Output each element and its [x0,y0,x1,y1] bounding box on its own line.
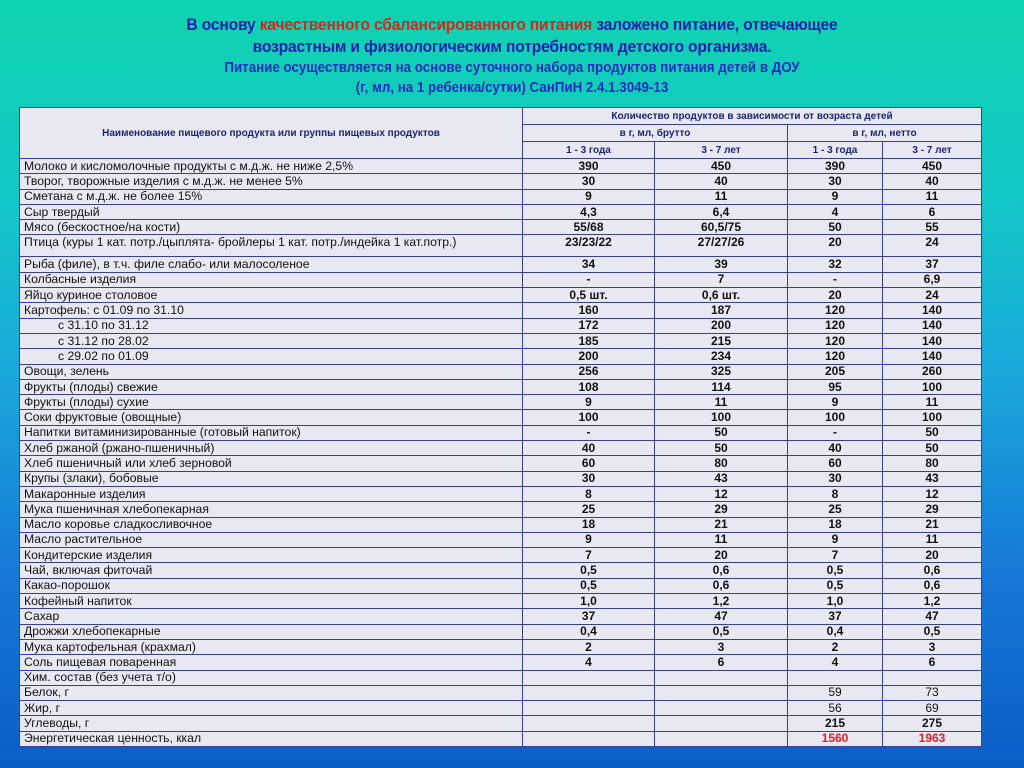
value-cell-netto-3-7 [883,670,982,685]
value-cell-netto-1-3: 60 [788,456,883,471]
product-name-cell: Рыба (филе), в т.ч. филе слабо- или малосоленое [20,257,523,272]
value-cell-netto-3-7: 11 [883,395,982,410]
value-cell-brutto-3-7: 80 [655,456,788,471]
value-cell-netto-3-7: 37 [883,257,982,272]
value-cell-brutto-1-3: 1,0 [523,594,655,609]
table-row [20,594,982,609]
table-row [20,220,982,235]
table-row [20,563,982,578]
table-row [20,235,982,257]
value-cell-brutto-3-7: 100 [655,410,788,425]
value-cell-brutto-1-3: 34 [523,257,655,272]
value-cell-brutto-1-3: 0,4 [523,624,655,639]
product-name-cell: Хлеб ржаной (ржано-пшеничный) [20,441,523,456]
value-cell-netto-3-7: 140 [883,318,982,333]
value-cell-brutto-1-3: 160 [523,303,655,318]
value-cell-brutto-3-7: 11 [655,532,788,547]
value-cell-netto-1-3: 100 [788,410,883,425]
table-row [20,701,982,716]
value-cell-netto-1-3: 2 [788,639,883,654]
value-cell-netto-1-3: 4 [788,204,883,219]
value-cell-netto-1-3: 120 [788,303,883,318]
value-cell-brutto-3-7: 325 [655,364,788,379]
table-row [20,272,982,287]
value-cell-brutto-1-3: 200 [523,349,655,364]
value-cell-netto-3-7: 50 [883,425,982,440]
product-name-cell: Крупы (злаки), бобовые [20,471,523,486]
subtitle-line-2: (г, мл, на 1 ребенка/сутки) СанПиН 2.4.1.3049-13 [355,80,669,96]
value-cell-brutto-3-7: 1,2 [655,594,788,609]
value-cell-brutto-3-7: 6,4 [655,204,788,219]
value-cell-brutto-3-7: 50 [655,425,788,440]
product-name-cell: Соль пищевая поваренная [20,655,523,670]
value-cell-brutto-1-3: - [523,272,655,287]
value-cell-netto-1-3: 30 [788,471,883,486]
value-cell-brutto-3-7: 40 [655,174,788,189]
value-cell-netto-3-7: 140 [883,303,982,318]
value-cell-brutto-3-7: 234 [655,349,788,364]
table-row [20,410,982,425]
value-cell-netto-3-7: 100 [883,410,982,425]
table-row [20,174,982,189]
product-name-cell: Сыр твердый [20,204,523,219]
value-cell-netto-3-7: 24 [883,288,982,303]
product-name-cell: Молоко и кисломолочные продукты с м.д.ж. не ниже 2,5% [20,159,523,174]
value-cell-brutto-1-3: 100 [523,410,655,425]
product-name-cell: Яйцо куриное столовое [20,288,523,303]
table-row [20,578,982,593]
value-cell-netto-1-3: 18 [788,517,883,532]
value-cell-netto-1-3: 205 [788,364,883,379]
product-name-cell: Кофейный напиток [20,594,523,609]
age-header-netto-3-7: 3 - 7 лет [883,142,982,159]
table-row [20,609,982,624]
value-cell-netto-1-3: 59 [788,685,883,700]
value-cell-brutto-1-3: 172 [523,318,655,333]
value-cell-netto-1-3: 390 [788,159,883,174]
value-cell-brutto-3-7: 39 [655,257,788,272]
value-cell-netto-1-3: 56 [788,701,883,716]
value-cell-netto-3-7: 20 [883,548,982,563]
value-cell-netto-3-7: 140 [883,349,982,364]
product-name-cell: с 31.10 по 31.12 [20,318,523,333]
value-cell-brutto-3-7: 200 [655,318,788,333]
value-cell-brutto-1-3: 9 [523,189,655,204]
value-cell-brutto-3-7 [655,701,788,716]
product-name-cell: Масло коровье сладкосливочное [20,517,523,532]
value-cell-brutto-3-7: 21 [655,517,788,532]
value-cell-netto-1-3: 9 [788,395,883,410]
value-cell-brutto-3-7: 20 [655,548,788,563]
table-row [20,395,982,410]
value-cell-netto-3-7: 80 [883,456,982,471]
table-row [20,532,982,547]
product-name-cell: с 29.02 по 01.09 [20,349,523,364]
value-cell-brutto-3-7: 12 [655,486,788,501]
value-cell-brutto-1-3 [523,731,655,746]
product-name-cell: Мука пшеничная хлебопекарная [20,502,523,517]
value-cell-netto-1-3: 215 [788,716,883,731]
value-cell-brutto-1-3: 9 [523,532,655,547]
product-name-cell: Овощи, зелень [20,364,523,379]
table-body [20,159,982,747]
table-row [20,486,982,501]
value-cell-netto-1-3: 120 [788,318,883,333]
value-cell-brutto-3-7: 114 [655,379,788,394]
value-cell-brutto-3-7: 29 [655,502,788,517]
value-cell-netto-3-7: 29 [883,502,982,517]
table-row [20,364,982,379]
product-name-cell: Напитки витаминизированные (готовый напиток) [20,425,523,440]
value-cell-netto-3-7: 0,5 [883,624,982,639]
value-cell-netto-3-7: 0,6 [883,563,982,578]
value-cell-brutto-3-7: 7 [655,272,788,287]
title-suffix: заложено питание, отвечающее [592,15,838,34]
title-accent: качественного сбалансированного питания [259,15,593,34]
value-cell-brutto-1-3: 0,5 [523,578,655,593]
value-cell-netto-3-7: 100 [883,379,982,394]
value-cell-netto-1-3: - [788,425,883,440]
table-row [20,318,982,333]
product-name-cell: Мясо (бескостное/на кости) [20,220,523,235]
product-name-cell: Масло растительное [20,532,523,547]
value-cell-netto-1-3: 30 [788,174,883,189]
value-cell-brutto-3-7: 43 [655,471,788,486]
table-row [20,624,982,639]
product-name-cell: Жир, г [20,701,523,716]
title-line-2: возрастным и физиологическим потребностям детского организма. [252,37,772,56]
product-name-cell: Чай, включая фиточай [20,563,523,578]
value-cell-netto-3-7: 21 [883,517,982,532]
value-cell-brutto-1-3 [523,701,655,716]
value-cell-brutto-3-7 [655,685,788,700]
value-cell-netto-1-3: - [788,272,883,287]
table-row [20,349,982,364]
value-cell-netto-1-3: 20 [788,235,883,257]
table-row [20,502,982,517]
value-cell-brutto-1-3: 256 [523,364,655,379]
value-cell-brutto-3-7 [655,716,788,731]
value-cell-brutto-1-3: 30 [523,174,655,189]
value-cell-netto-3-7: 43 [883,471,982,486]
value-cell-brutto-1-3: 40 [523,441,655,456]
value-cell-netto-1-3: 25 [788,502,883,517]
product-name-cell: Энергетическая ценность, ккал [20,731,523,746]
value-cell-netto-3-7: 69 [883,701,982,716]
table-row [20,257,982,272]
value-cell-brutto-3-7: 6 [655,655,788,670]
value-cell-netto-1-3: 120 [788,333,883,348]
table-row [20,548,982,563]
slide-header [0,14,1024,98]
value-cell-netto-3-7: 0,6 [883,578,982,593]
value-cell-brutto-1-3: 23/23/22 [523,235,655,257]
value-cell-netto-3-7: 47 [883,609,982,624]
product-name-cell: Кондитерские изделия [20,548,523,563]
table-row [20,189,982,204]
value-cell-brutto-3-7: 0,6 шт. [655,288,788,303]
value-cell-brutto-1-3: 55/68 [523,220,655,235]
quantity-header: Количество продуктов в зависимости от возраста детей [523,108,982,125]
value-cell-netto-1-3: 1,0 [788,594,883,609]
value-cell-brutto-1-3: 390 [523,159,655,174]
value-cell-netto-1-3: 40 [788,441,883,456]
table-row [20,333,982,348]
value-cell-brutto-1-3: - [523,425,655,440]
value-cell-brutto-1-3: 0,5 [523,563,655,578]
table-row [20,716,982,731]
value-cell-netto-1-3 [788,670,883,685]
subtitle-line-1: Питание осуществляется на основе суточного набора продуктов питания детей в ДОУ [224,60,800,76]
value-cell-netto-3-7: 12 [883,486,982,501]
value-cell-netto-3-7: 6,9 [883,272,982,287]
product-name-cell: Мука картофельная (крахмал) [20,639,523,654]
value-cell-netto-1-3: 9 [788,532,883,547]
value-cell-netto-1-3: 4 [788,655,883,670]
product-name-header: Наименование пищевого продукта или группы пищевых продуктов [20,108,523,159]
netto-header: в г, мл, нетто [788,125,982,142]
value-cell-brutto-1-3 [523,685,655,700]
value-cell-brutto-3-7: 0,6 [655,563,788,578]
value-cell-netto-3-7: 11 [883,189,982,204]
value-cell-netto-1-3: 32 [788,257,883,272]
value-cell-brutto-1-3: 37 [523,609,655,624]
product-name-cell: Хлеб пшеничный или хлеб зерновой [20,456,523,471]
value-cell-brutto-3-7: 0,5 [655,624,788,639]
value-cell-netto-3-7: 73 [883,685,982,700]
value-cell-brutto-1-3: 60 [523,456,655,471]
value-cell-netto-1-3: 50 [788,220,883,235]
product-name-cell: Дрожжи хлебопекарные [20,624,523,639]
value-cell-brutto-3-7: 450 [655,159,788,174]
value-cell-brutto-3-7 [655,670,788,685]
product-name-cell: Белок, г [20,685,523,700]
value-cell-brutto-1-3: 25 [523,502,655,517]
product-name-cell: с 31.12 по 28.02 [20,333,523,348]
value-cell-brutto-3-7 [655,731,788,746]
value-cell-netto-3-7: 55 [883,220,982,235]
value-cell-netto-1-3: 0,4 [788,624,883,639]
value-cell-brutto-3-7: 187 [655,303,788,318]
age-header-netto-1-3: 1 - 3 года [788,142,883,159]
product-name-cell: Макаронные изделия [20,486,523,501]
product-name-cell: Колбасные изделия [20,272,523,287]
value-cell-netto-3-7: 450 [883,159,982,174]
table-row [20,379,982,394]
value-cell-netto-3-7: 275 [883,716,982,731]
value-cell-netto-3-7: 6 [883,204,982,219]
food-norms-table [19,107,982,747]
value-cell-netto-1-3: 20 [788,288,883,303]
value-cell-brutto-3-7: 11 [655,189,788,204]
title-prefix: В основу [186,15,260,34]
table-row [20,425,982,440]
value-cell-brutto-1-3: 0,5 шт. [523,288,655,303]
age-header-brutto-1-3: 1 - 3 года [523,142,655,159]
table-row [20,288,982,303]
value-cell-brutto-3-7: 0,6 [655,578,788,593]
value-cell-netto-3-7: 1,2 [883,594,982,609]
table-row [20,517,982,532]
title-line-1 [41,14,983,36]
value-cell-brutto-3-7: 47 [655,609,788,624]
value-cell-brutto-1-3: 8 [523,486,655,501]
product-name-cell: Птица (куры 1 кат. потр./цыплята- бройлеры 1 кат. потр./индейка 1 кат.потр.) [20,235,523,257]
value-cell-netto-1-3: 7 [788,548,883,563]
value-cell-netto-3-7: 3 [883,639,982,654]
product-name-cell: Хим. состав (без учета т/о) [20,670,523,685]
product-name-cell: Соки фруктовые (овощные) [20,410,523,425]
value-cell-brutto-3-7: 27/27/26 [655,235,788,257]
value-cell-netto-3-7: 50 [883,441,982,456]
header-row-1 [20,108,982,125]
value-cell-brutto-1-3 [523,716,655,731]
value-cell-netto-1-3: 0,5 [788,563,883,578]
product-name-cell: Сметана с м.д.ж. не более 15% [20,189,523,204]
value-cell-netto-3-7: 6 [883,655,982,670]
value-cell-brutto-3-7: 60,5/75 [655,220,788,235]
value-cell-brutto-1-3: 4 [523,655,655,670]
product-name-cell: Творог, творожные изделия с м.д.ж. не менее 5% [20,174,523,189]
value-cell-netto-3-7: 140 [883,333,982,348]
value-cell-netto-3-7: 24 [883,235,982,257]
product-name-cell: Какао-порошок [20,578,523,593]
product-name-cell: Фрукты (плоды) свежие [20,379,523,394]
product-name-cell: Сахар [20,609,523,624]
value-cell-brutto-1-3: 2 [523,639,655,654]
age-header-brutto-3-7: 3 - 7 лет [655,142,788,159]
value-cell-brutto-1-3 [523,670,655,685]
table-row [20,670,982,685]
product-name-cell: Фрукты (плоды) сухие [20,395,523,410]
value-cell-brutto-1-3: 108 [523,379,655,394]
value-cell-netto-1-3: 37 [788,609,883,624]
value-cell-brutto-1-3: 9 [523,395,655,410]
table-row [20,639,982,654]
value-cell-brutto-1-3: 4,3 [523,204,655,219]
value-cell-netto-1-3: 95 [788,379,883,394]
value-cell-brutto-3-7: 11 [655,395,788,410]
table-row [20,731,982,746]
table-row [20,204,982,219]
brutto-header: в г, мл, брутто [523,125,788,142]
value-cell-netto-3-7: 11 [883,532,982,547]
table-row [20,456,982,471]
table-row [20,471,982,486]
value-cell-netto-1-3: 1560 [788,731,883,746]
table-row [20,303,982,318]
value-cell-netto-3-7: 40 [883,174,982,189]
table-row [20,159,982,174]
table-row [20,655,982,670]
value-cell-netto-3-7: 1963 [883,731,982,746]
value-cell-netto-1-3: 8 [788,486,883,501]
value-cell-brutto-1-3: 185 [523,333,655,348]
value-cell-netto-1-3: 9 [788,189,883,204]
value-cell-netto-1-3: 120 [788,349,883,364]
value-cell-brutto-1-3: 7 [523,548,655,563]
value-cell-brutto-1-3: 18 [523,517,655,532]
table-row [20,685,982,700]
value-cell-netto-1-3: 0,5 [788,578,883,593]
value-cell-brutto-3-7: 50 [655,441,788,456]
product-name-cell: Картофель: с 01.09 по 31.10 [20,303,523,318]
value-cell-brutto-3-7: 3 [655,639,788,654]
value-cell-netto-3-7: 260 [883,364,982,379]
value-cell-brutto-3-7: 215 [655,333,788,348]
product-name-cell: Углеводы, г [20,716,523,731]
value-cell-brutto-1-3: 30 [523,471,655,486]
table-row [20,441,982,456]
